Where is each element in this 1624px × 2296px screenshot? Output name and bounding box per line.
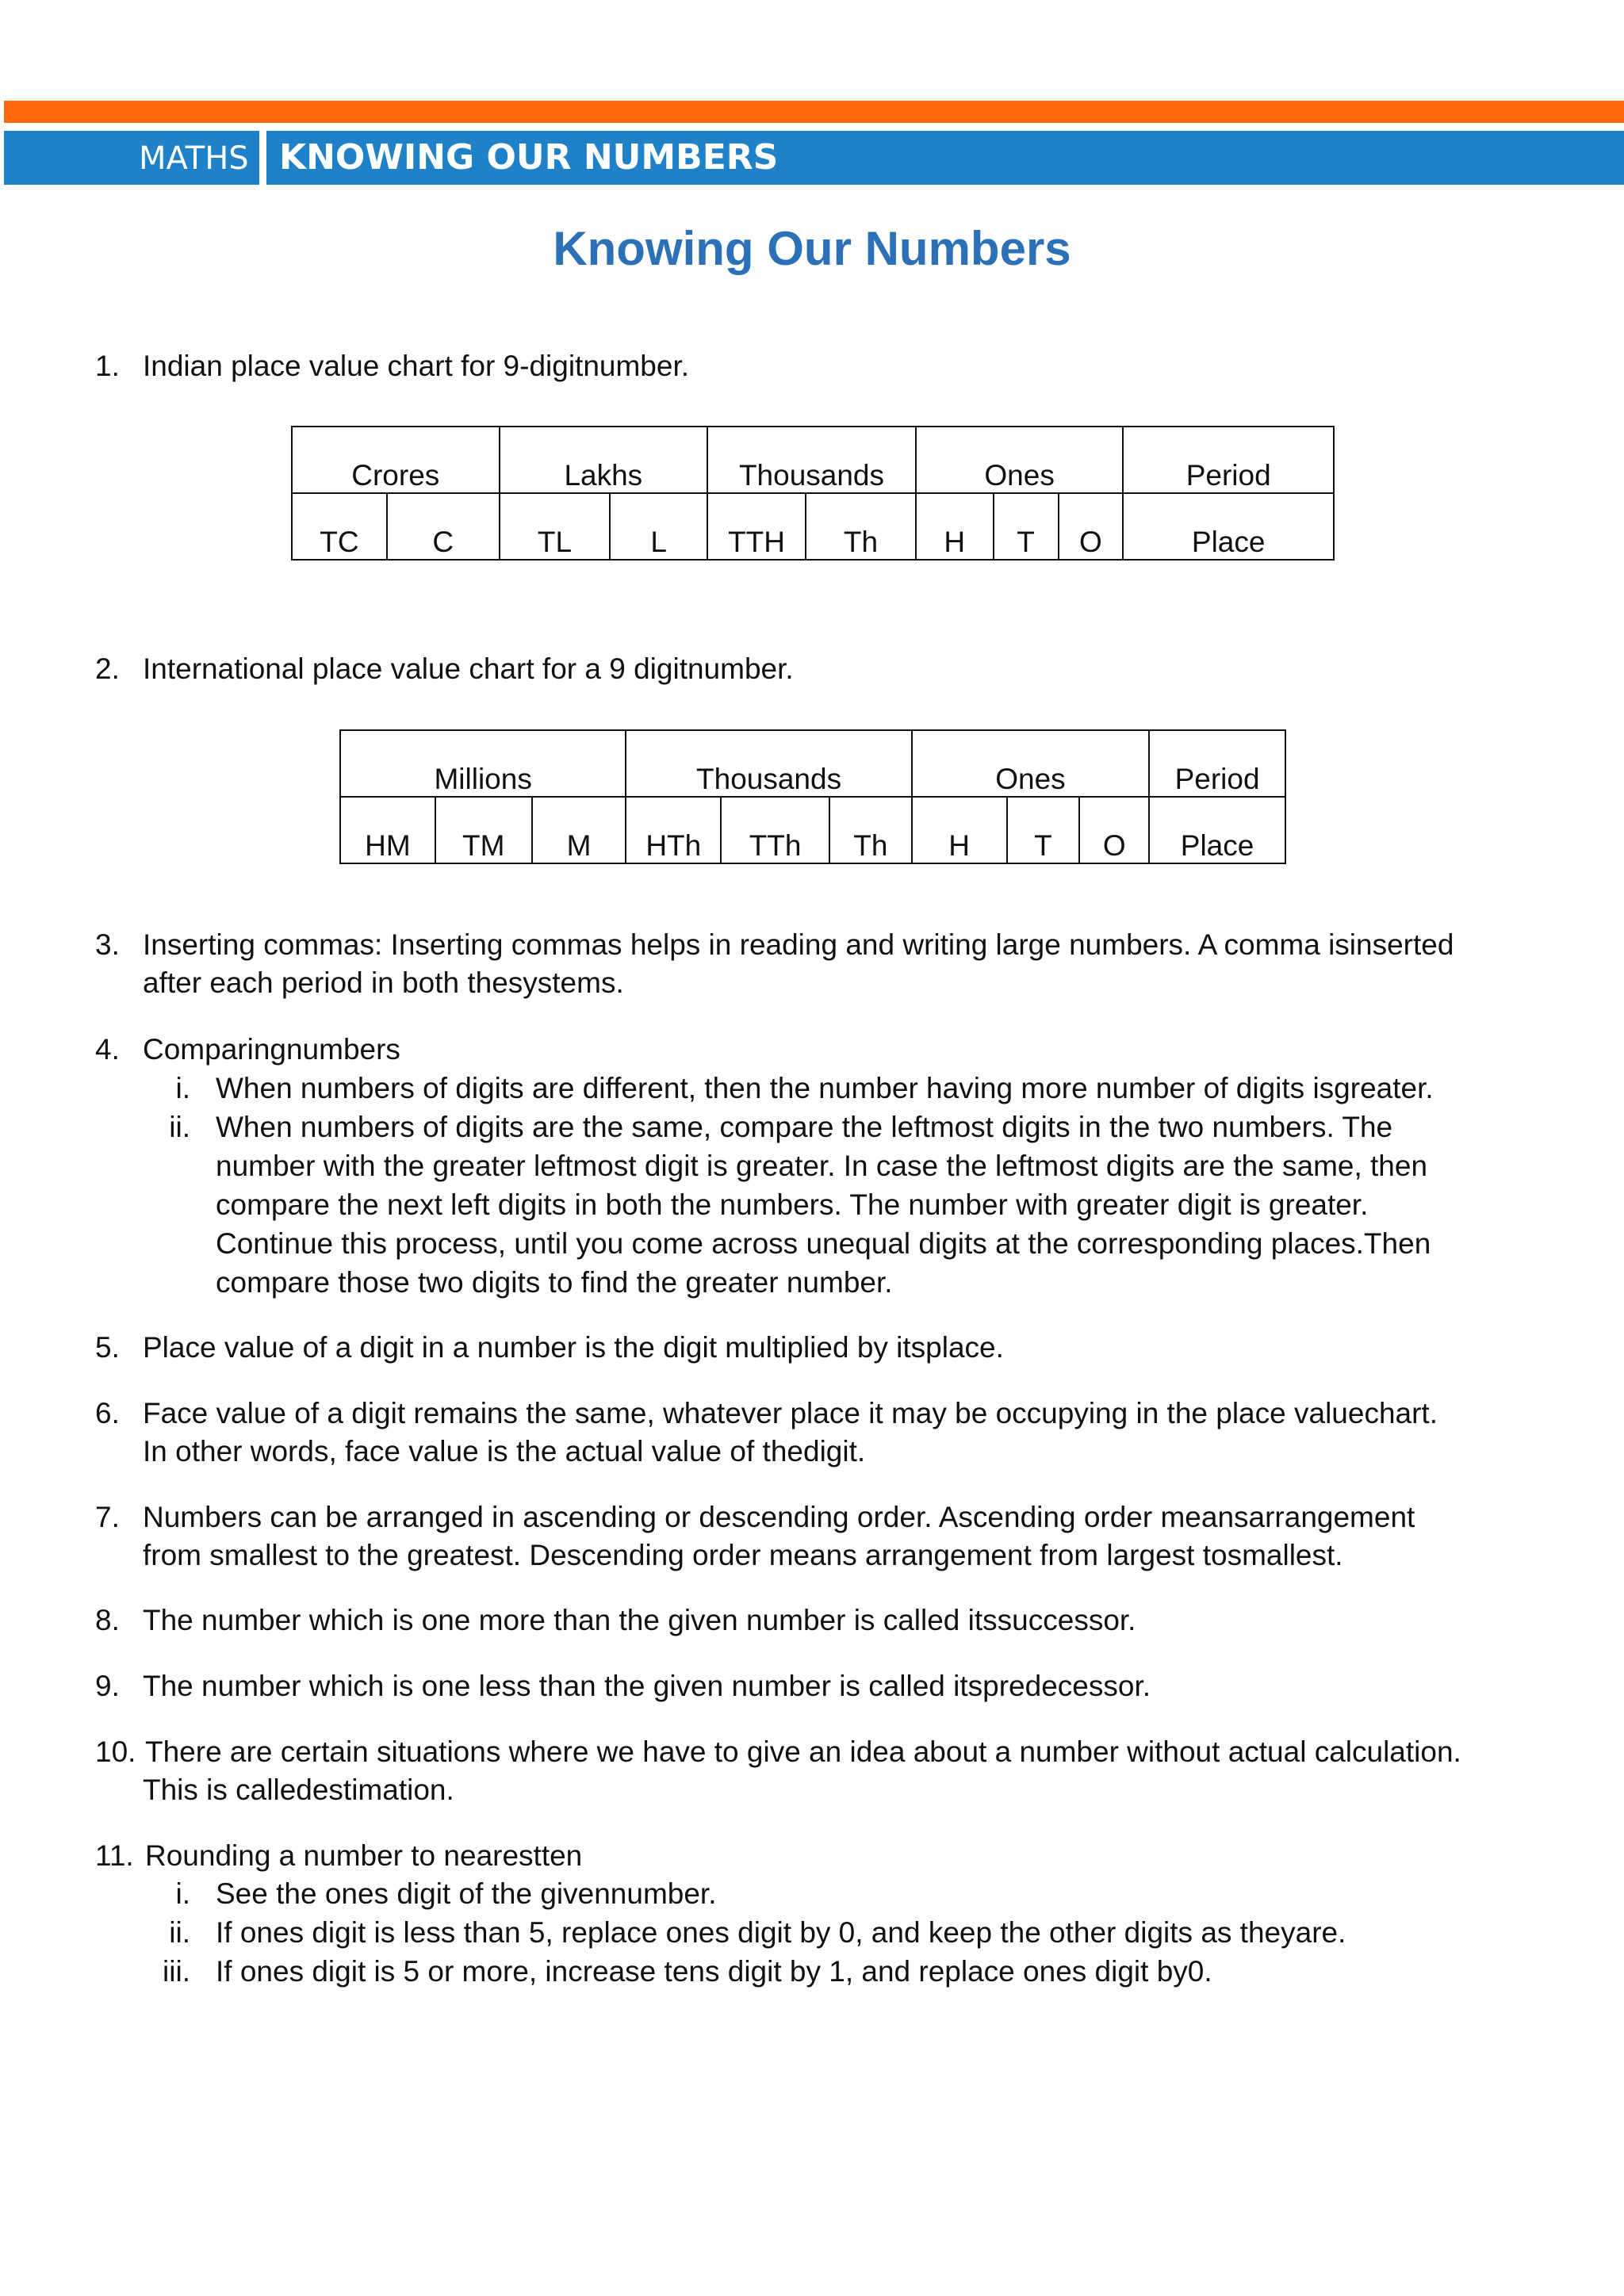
table-cell: Place bbox=[1149, 797, 1285, 863]
table-cell: Place bbox=[1123, 493, 1334, 560]
sub-item-text: When numbers of digits are the same, compare the leftmost digits in the two numbers. The bbox=[216, 1111, 1393, 1143]
table-cell: M bbox=[532, 797, 626, 863]
sub-item-text: Continue this process, until you come across unequal digits at the corresponding places.Then bbox=[216, 1227, 1431, 1260]
table-cell: H bbox=[916, 493, 994, 560]
item-text: There are certain situations where we have to give an idea about a number without actual calculation. bbox=[145, 1735, 1461, 1768]
item-text: International place value chart for a 9 digitnumber. bbox=[143, 652, 794, 685]
international-place-value-table bbox=[339, 729, 1286, 864]
table-row-periods bbox=[340, 730, 1285, 797]
table-cell: Period bbox=[1149, 730, 1285, 797]
sub-item-text: See the ones digit of the givennumber. bbox=[216, 1877, 717, 1910]
sub-item-text: If ones digit is 5 or more, increase tens digit by 1, and replace ones digit by0. bbox=[216, 1955, 1212, 1988]
table-cell: T bbox=[994, 493, 1059, 560]
item-number: 11. bbox=[95, 1839, 134, 1872]
item-text: Place value of a digit in a number is the digit multiplied by itsplace. bbox=[143, 1331, 1004, 1364]
sub-item-number: iii. bbox=[163, 1955, 190, 1988]
sub-item-text: If ones digit is less than 5, replace ones digit by 0, and keep the other digits as theyare. bbox=[216, 1916, 1346, 1949]
item-number: 9. bbox=[95, 1670, 120, 1702]
table-cell: Thousands bbox=[707, 427, 916, 493]
table-cell: Th bbox=[829, 797, 912, 863]
item-text: after each period in both thesystems. bbox=[143, 966, 624, 999]
item-number: 1. bbox=[95, 350, 120, 382]
table-cell: TTh bbox=[721, 797, 829, 863]
sub-item-number: ii. bbox=[169, 1111, 190, 1143]
item-number: 5. bbox=[95, 1331, 120, 1364]
table-cell: TC bbox=[292, 493, 387, 560]
sub-item-number: ii. bbox=[169, 1916, 190, 1949]
table-cell: Ones bbox=[912, 730, 1149, 797]
sub-item-text: compare those two digits to find the greater number. bbox=[216, 1266, 893, 1299]
header-orange-stripe bbox=[4, 101, 1624, 123]
item-text: Comparingnumbers bbox=[143, 1033, 400, 1066]
item-number: 3. bbox=[95, 928, 120, 961]
table-cell: Crores bbox=[292, 427, 500, 493]
table-cell: TTH bbox=[707, 493, 806, 560]
item-text: Inserting commas: Inserting commas helps in reading and writing large numbers. A comma isinserted bbox=[143, 928, 1454, 961]
item-text: Face value of a digit remains the same, whatever place it may be occupying in the place valuechart. bbox=[143, 1397, 1438, 1429]
table-cell: Millions bbox=[340, 730, 626, 797]
table-cell: C bbox=[387, 493, 500, 560]
item-number: 7. bbox=[95, 1501, 120, 1533]
item-number: 8. bbox=[95, 1604, 120, 1636]
table-row-places bbox=[292, 493, 1334, 560]
table-cell: Ones bbox=[916, 427, 1124, 493]
sub-item-number: i. bbox=[175, 1072, 190, 1104]
sub-item-number: i. bbox=[175, 1877, 190, 1910]
table-cell: TM bbox=[435, 797, 532, 863]
table-cell: HM bbox=[340, 797, 435, 863]
item-text: In other words, face value is the actual value of thedigit. bbox=[143, 1435, 866, 1468]
item-text: Numbers can be arranged in ascending or descending order. Ascending order meansarrangement bbox=[143, 1501, 1415, 1533]
item-text: The number which is one less than the given number is called itspredecessor. bbox=[143, 1670, 1151, 1702]
header-subject: MATHS bbox=[139, 140, 249, 177]
table-row-places bbox=[340, 797, 1285, 863]
item-text: The number which is one more than the given number is called itssuccessor. bbox=[143, 1604, 1136, 1636]
table-cell: TL bbox=[500, 493, 611, 560]
table-cell: H bbox=[912, 797, 1007, 863]
item-number: 10. bbox=[95, 1735, 136, 1768]
indian-place-value-table bbox=[291, 426, 1335, 561]
header-divider bbox=[259, 131, 266, 185]
table-cell: Thousands bbox=[626, 730, 911, 797]
sub-item-text: number with the greater leftmost digit is greater. In case the leftmost digits are the same, then bbox=[216, 1150, 1428, 1182]
item-text: This is calledestimation. bbox=[143, 1774, 454, 1806]
table-cell: HTh bbox=[626, 797, 721, 863]
item-text: Indian place value chart for 9-digitnumber. bbox=[143, 350, 690, 382]
table-cell: Lakhs bbox=[500, 427, 708, 493]
table-row-periods bbox=[292, 427, 1334, 493]
item-text: Rounding a number to nearestten bbox=[145, 1839, 583, 1872]
sub-item-text: compare the next left digits in both the numbers. The number with greater digit is greater. bbox=[216, 1188, 1369, 1221]
item-number: 6. bbox=[95, 1397, 120, 1429]
table-cell: Th bbox=[806, 493, 916, 560]
page-title: Knowing Our Numbers bbox=[553, 222, 1071, 275]
item-text: from smallest to the greatest. Descending order means arrangement from largest tosmallest. bbox=[143, 1539, 1343, 1571]
table-cell: O bbox=[1079, 797, 1149, 863]
item-number: 4. bbox=[95, 1033, 120, 1066]
item-number: 2. bbox=[95, 652, 120, 685]
table-cell: Period bbox=[1123, 427, 1334, 493]
table-cell: T bbox=[1007, 797, 1080, 863]
sub-item-text: When numbers of digits are different, then the number having more number of digits isgreater. bbox=[216, 1072, 1434, 1104]
table-cell: L bbox=[610, 493, 707, 560]
header-chapter: KNOWING OUR NUMBERS bbox=[279, 137, 779, 178]
table-cell: O bbox=[1059, 493, 1124, 560]
